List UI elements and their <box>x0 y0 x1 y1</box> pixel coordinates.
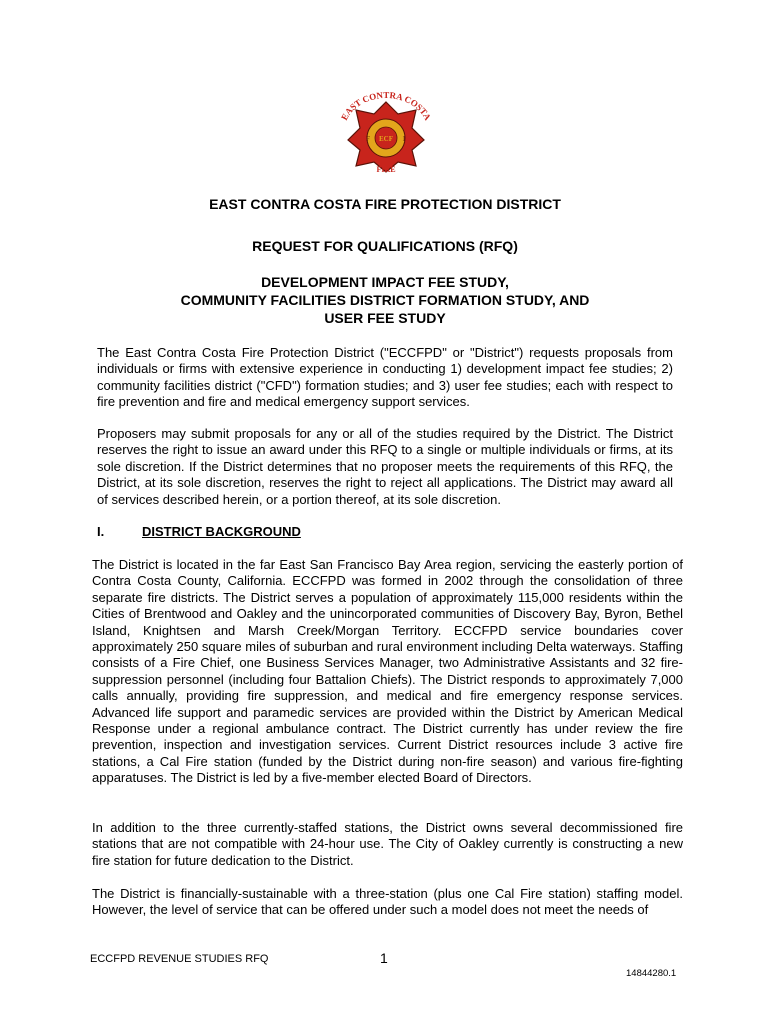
document-id: 14844280.1 <box>626 968 677 979</box>
background-paragraph-2: In addition to the three currently-staffed stations, the District owns several decommissioned fire stations that are not compatible with 24-hour use. The City of Oakley currently is constructing a new fire station for future dedication to the District. <box>92 820 683 868</box>
district-logo <box>330 92 442 174</box>
intro-paragraph-1: The East Contra Costa Fire Protection District ("ECCFPD" or "District") requests proposals from individuals or firms with extensive experience in conducting 1) development impact fee studies; 2) community facilities district ("CFD") formation studies; and 3) user fee studies; each with respect to fire prevention and fire and medical emergency support services. <box>97 345 673 410</box>
rfq-title: REQUEST FOR QUALIFICATIONS (RFQ) <box>252 238 518 254</box>
section-title: DISTRICT BACKGROUND <box>142 524 301 539</box>
logo-arc-text: EAST CONTRA COSTA <box>339 92 433 122</box>
logo-left-text: F <box>366 135 370 143</box>
subject-line-1: DEVELOPMENT IMPACT FEE STUDY, <box>261 274 509 290</box>
subject-line-3: USER FEE STUDY <box>324 310 446 326</box>
section-number: I. <box>97 524 105 539</box>
subject-line-2: COMMUNITY FACILITIES DISTRICT FORMATION STUDY, AND <box>180 292 590 308</box>
background-paragraph-1: The District is located in the far East San Francisco Bay Area region, servicing the easterly portion of Contra Costa County, California. ECCFPD was formed in 2002 through the consolidation of three separate fire districts. The District serves a population of approximately 115,000 residents within the Cities of Brentwood and Oakley and the unincorporated communities of Discovery Bay, Byron, Bethel Island, Knightsen and Marsh Creek/Morgan Territory. ECCFPD service boundaries cover approximately 250 square miles of suburban and rural environment including Delta waterways. Staffing consists of a Fire Chief, one Business Services Manager, two Administrative Assistants and 32 fire-suppression personnel (including four Battalion Chiefs). The District responds to approximately 7,000 calls annually, providing fire suppression, and medical and fire emergency response services. Advanced life support and paramedic services are provided within the District by American Medical Response under a regional ambulance contract. The District currently has under review the fire prevention, inspection and investigation services. Current District resources include 3 active fire stations, a Cal Fire station (funded by the District during non-fire season) and various fire-fighting apparatuses. The District is led by a five-member elected Board of Directors. <box>92 557 683 786</box>
logo-right-text: 1 <box>402 135 406 143</box>
footer-title: ECCFPD REVENUE STUDIES RFQ <box>90 953 269 965</box>
logo-banner-text: FIRE <box>376 165 396 174</box>
org-title: EAST CONTRA COSTA FIRE PROTECTION DISTRICT <box>209 196 561 212</box>
logo-center-text: ECF <box>379 135 393 143</box>
intro-paragraph-2: Proposers may submit proposals for any or all of the studies required by the District. The District reserves the right to issue an award under this RFQ to a single or multiple individuals or firms, at its sole discretion. If the District determines that no proposer meets the requirements of this RFQ, the District, at its sole discretion, reserves the right to reject all applications. The District may award all of services described herein, or a portion thereof, at its sole discretion. <box>97 426 673 507</box>
background-paragraph-3: The District is financially-sustainable with a three-station (plus one Cal Fire station) staffing model. However, the level of service that can be offered under such a model does not meet the needs of <box>92 886 683 918</box>
page-number: 1 <box>380 950 388 966</box>
